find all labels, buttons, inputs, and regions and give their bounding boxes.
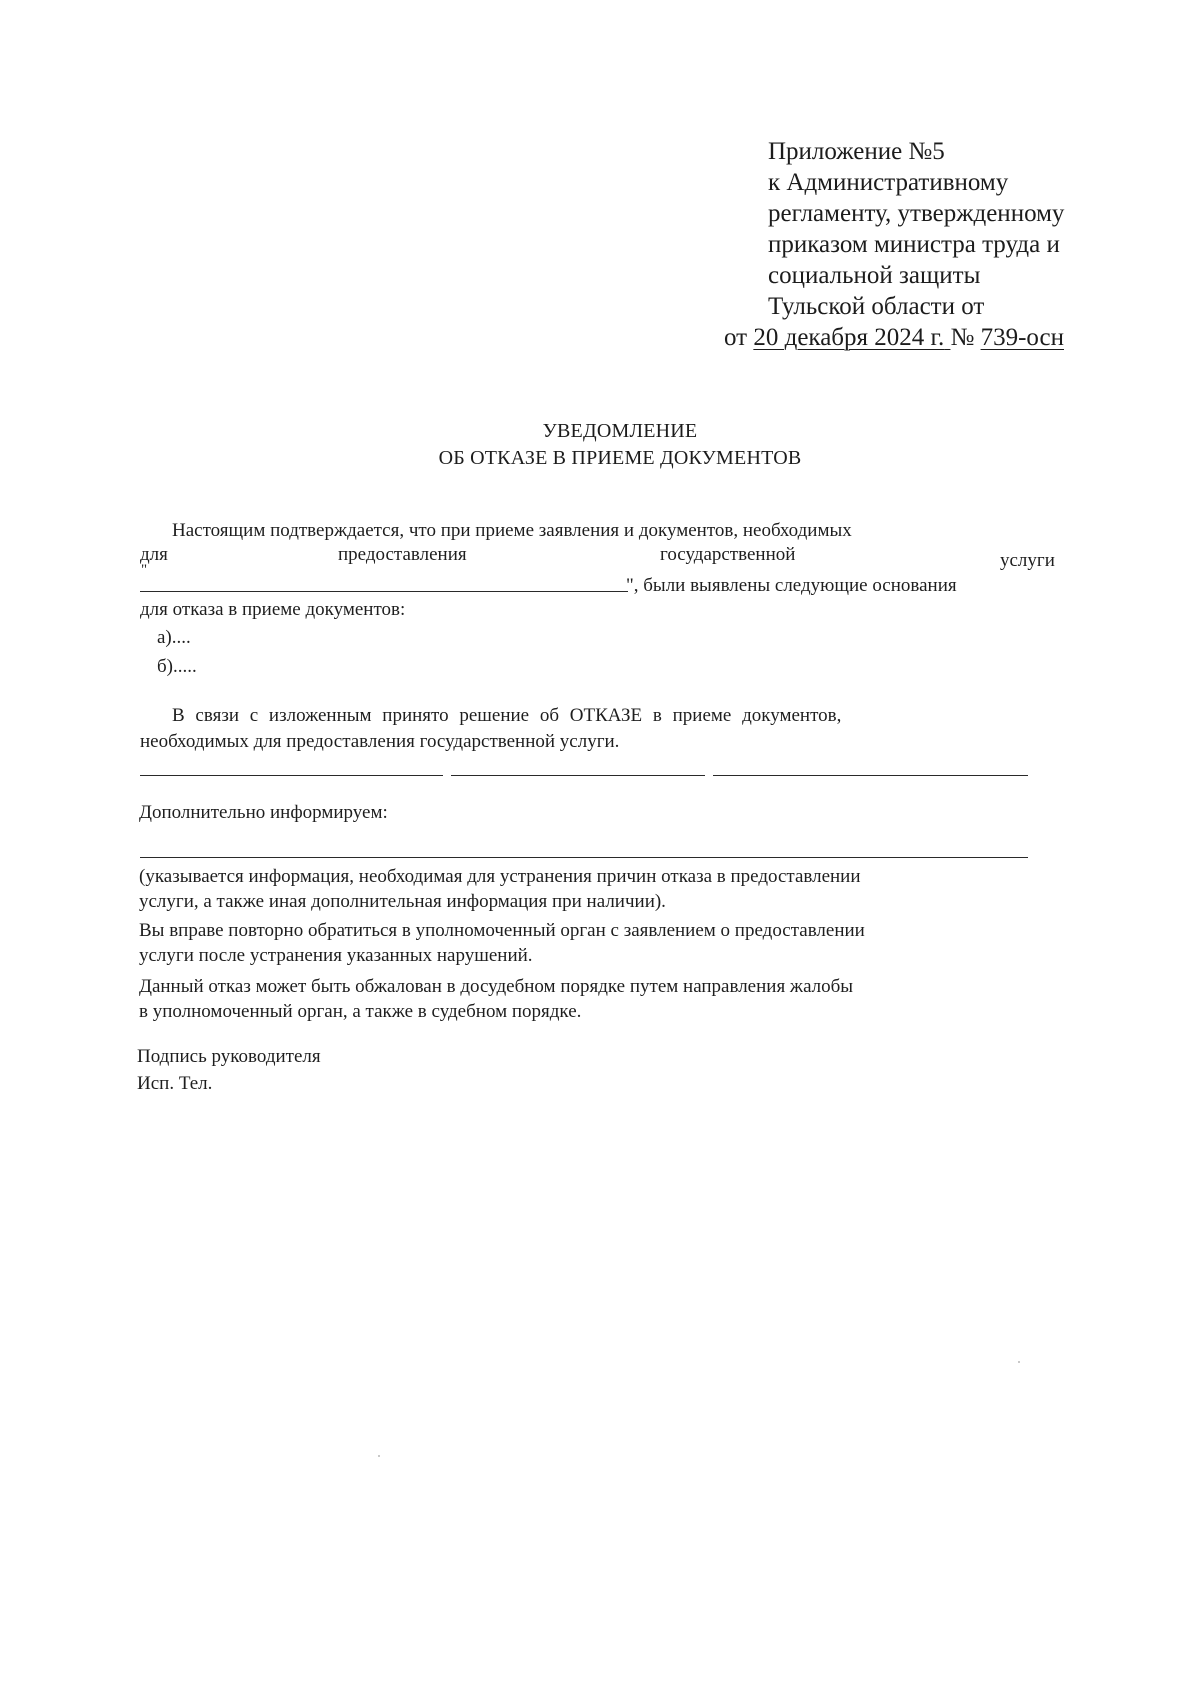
appendix-block (724, 136, 1065, 351)
open-quote: " (141, 562, 148, 578)
additional-line: Данный отказ может быть обжалован в досудебном порядке путем направления жалобы (139, 976, 854, 997)
appendix-line: приказом министра труда и (768, 231, 1060, 258)
paragraph-line: необходимых для предоставления государственной услуги. (140, 731, 620, 752)
paragraph-line: Настоящим подтверждается, что при приеме заявления и документов, необходимых (172, 520, 852, 541)
scan-speck (378, 1455, 380, 1457)
appendix-line: социальной защиты (768, 262, 981, 289)
signature-label: Подпись руководителя (137, 1046, 321, 1067)
order-date-line (724, 322, 1064, 353)
reason-item-a: а).... (157, 627, 191, 648)
additional-heading: Дополнительно информируем: (139, 802, 388, 823)
signature-blank-position (140, 775, 443, 776)
paragraph-line: для отказа в приеме документов: (140, 599, 406, 620)
paragraph-word: для (140, 544, 168, 565)
reason-item-b: б)..... (157, 656, 197, 677)
executor-phone-label: Исп. Тел. (137, 1073, 213, 1094)
appendix-line: Приложение №5 (768, 138, 945, 165)
appendix-line: регламенту, утвержденному (768, 200, 1065, 227)
scan-speck (1018, 1361, 1020, 1363)
paragraph-word: государственной (660, 544, 796, 565)
number-sign: № (950, 324, 975, 351)
order-date: 20 декабря 2024 г. (753, 324, 945, 351)
document-title: УВЕДОМЛЕНИЕ (542, 420, 698, 442)
date-prefix: от (724, 324, 748, 351)
paragraph-line: В связи с изложенным принято решение об ОТКАЗЕ в приеме документов, (172, 705, 842, 726)
signature-blank-name (713, 775, 1028, 776)
appendix-line: Тульской области от (768, 293, 985, 320)
document-subtitle: ОБ ОТКАЗЕ В ПРИЕМЕ ДОКУМЕНТОВ (438, 447, 802, 469)
additional-line: услуги, а также иная дополнительная информация при наличии). (139, 891, 666, 912)
appendix-line: к Административному (768, 169, 1009, 196)
order-number: 739-осн (980, 324, 1064, 351)
paragraph-word: предоставления (338, 544, 467, 565)
signature-blank-signature (451, 775, 705, 776)
paragraph-line: ", были выявлены следующие основания (626, 575, 957, 596)
additional-line: услуги после устранения указанных нарушений. (139, 945, 533, 966)
paragraph-word: услуги (1000, 550, 1055, 571)
additional-info-blank (140, 857, 1028, 858)
additional-line: Вы вправе повторно обратиться в уполномоченный орган с заявлением о предоставлении (139, 920, 865, 941)
service-name-blank (140, 591, 628, 592)
additional-line: (указывается информация, необходимая для устранения причин отказа в предоставлении (139, 866, 861, 887)
additional-line: в уполномоченный орган, а также в судебном порядке. (139, 1001, 582, 1022)
